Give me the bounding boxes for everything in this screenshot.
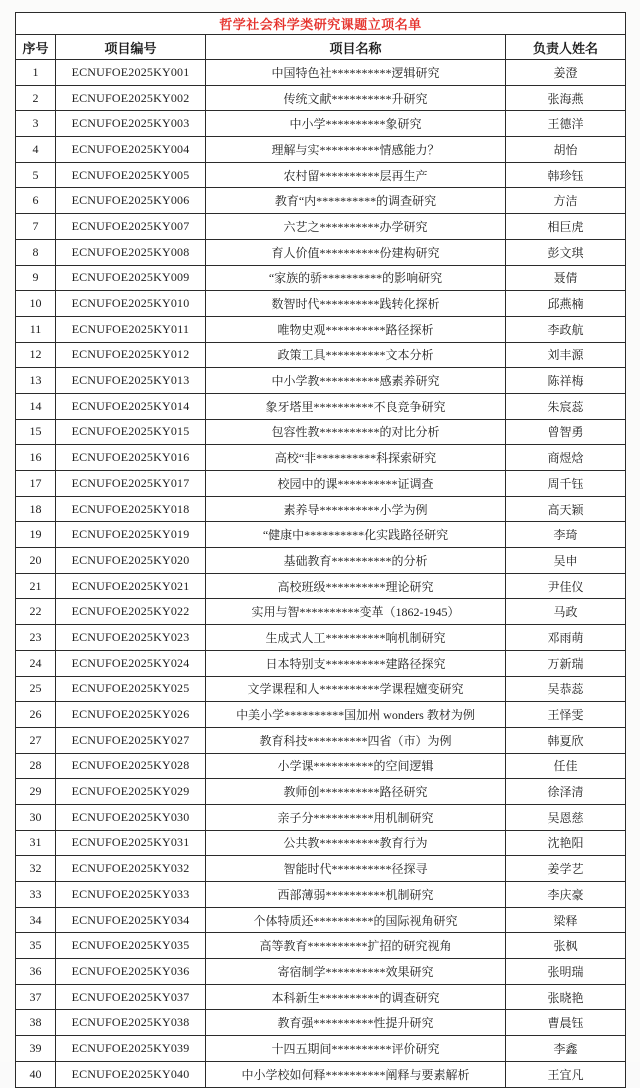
table-row bbox=[16, 239, 626, 265]
row-index-cell: 5 bbox=[16, 162, 56, 188]
project-title-cell: 素养导**********小学为例 bbox=[206, 496, 506, 522]
project-title-cell: 唯物史观**********路径探析 bbox=[206, 316, 506, 342]
project-id-cell: ECNUFOE2025KY004 bbox=[56, 137, 206, 163]
row-index-cell: 2 bbox=[16, 85, 56, 111]
leader-name-cell: 王德洋 bbox=[506, 111, 626, 137]
leader-name-cell: 曹晨钰 bbox=[506, 1010, 626, 1036]
project-id-cell: ECNUFOE2025KY006 bbox=[56, 188, 206, 214]
column-header-leader-name: 负责人姓名 bbox=[506, 35, 626, 60]
table-row bbox=[16, 1010, 626, 1036]
table-row bbox=[16, 625, 626, 651]
table-row bbox=[16, 548, 626, 574]
row-index-cell: 7 bbox=[16, 214, 56, 240]
leader-name-cell: 李琦 bbox=[506, 522, 626, 548]
project-id-cell: ECNUFOE2025KY040 bbox=[56, 1061, 206, 1087]
project-id-cell: ECNUFOE2025KY022 bbox=[56, 599, 206, 625]
project-id-cell: ECNUFOE2025KY035 bbox=[56, 933, 206, 959]
project-title-cell: 中小学校如何释**********阐释与要素解析 bbox=[206, 1061, 506, 1087]
leader-name-cell: 朱宸蕊 bbox=[506, 393, 626, 419]
leader-name-cell: 张枫 bbox=[506, 933, 626, 959]
project-title-cell: 教育强**********性提升研究 bbox=[206, 1010, 506, 1036]
row-index-cell: 22 bbox=[16, 599, 56, 625]
project-id-cell: ECNUFOE2025KY039 bbox=[56, 1036, 206, 1062]
leader-name-cell: 胡怡 bbox=[506, 137, 626, 163]
project-title-cell: 亲子分**********用机制研究 bbox=[206, 804, 506, 830]
project-title-cell: 寄宿制学**********效果研究 bbox=[206, 959, 506, 985]
row-index-cell: 3 bbox=[16, 111, 56, 137]
leader-name-cell: 刘丰源 bbox=[506, 342, 626, 368]
project-title-cell: 政策工具**********文本分析 bbox=[206, 342, 506, 368]
table-row bbox=[16, 291, 626, 317]
row-index-cell: 23 bbox=[16, 625, 56, 651]
project-title-cell: 教育科技**********四省（市）为例 bbox=[206, 727, 506, 753]
project-id-cell: ECNUFOE2025KY012 bbox=[56, 342, 206, 368]
row-index-cell: 4 bbox=[16, 137, 56, 163]
table-row bbox=[16, 188, 626, 214]
table-row bbox=[16, 162, 626, 188]
column-header-project-id: 项目编号 bbox=[56, 35, 206, 60]
table-row bbox=[16, 214, 626, 240]
project-id-cell: ECNUFOE2025KY011 bbox=[56, 316, 206, 342]
row-index-cell: 6 bbox=[16, 188, 56, 214]
project-title-cell: 公共教**********教育行为 bbox=[206, 830, 506, 856]
project-title-cell: “家族的骄**********的影响研究 bbox=[206, 265, 506, 291]
row-index-cell: 13 bbox=[16, 368, 56, 394]
table-row bbox=[16, 342, 626, 368]
project-id-cell: ECNUFOE2025KY014 bbox=[56, 393, 206, 419]
project-title-cell: 传统文献**********升研究 bbox=[206, 85, 506, 111]
project-title-cell: 校园中的课**********证调查 bbox=[206, 471, 506, 497]
row-index-cell: 28 bbox=[16, 753, 56, 779]
project-id-cell: ECNUFOE2025KY033 bbox=[56, 882, 206, 908]
project-id-cell: ECNUFOE2025KY003 bbox=[56, 111, 206, 137]
leader-name-cell: 张明瑞 bbox=[506, 959, 626, 985]
project-title-cell: 生成式人工**********响机制研究 bbox=[206, 625, 506, 651]
project-title-cell: 西部薄弱**********机制研究 bbox=[206, 882, 506, 908]
table-row bbox=[16, 522, 626, 548]
project-title-cell: 中美小学**********国加州 wonders 教材为例 bbox=[206, 702, 506, 728]
leader-name-cell: 李庆豪 bbox=[506, 882, 626, 908]
project-id-cell: ECNUFOE2025KY029 bbox=[56, 779, 206, 805]
project-title-cell: 文学课程和人**********学课程嬗变研究 bbox=[206, 676, 506, 702]
leader-name-cell: 韩珍钰 bbox=[506, 162, 626, 188]
project-title-cell: 中国特色社**********逻辑研究 bbox=[206, 60, 506, 86]
leader-name-cell: 姜学艺 bbox=[506, 856, 626, 882]
row-index-cell: 33 bbox=[16, 882, 56, 908]
row-index-cell: 30 bbox=[16, 804, 56, 830]
project-id-cell: ECNUFOE2025KY008 bbox=[56, 239, 206, 265]
project-id-cell: ECNUFOE2025KY018 bbox=[56, 496, 206, 522]
row-index-cell: 20 bbox=[16, 548, 56, 574]
project-id-cell: ECNUFOE2025KY034 bbox=[56, 907, 206, 933]
leader-name-cell: 聂倩 bbox=[506, 265, 626, 291]
project-roster-table bbox=[15, 12, 626, 1088]
leader-name-cell: 相巨虎 bbox=[506, 214, 626, 240]
leader-name-cell: 徐泽清 bbox=[506, 779, 626, 805]
project-id-cell: ECNUFOE2025KY015 bbox=[56, 419, 206, 445]
row-index-cell: 35 bbox=[16, 933, 56, 959]
leader-name-cell: 王怿雯 bbox=[506, 702, 626, 728]
table-title: 哲学社会科学类研究课题立项名单 bbox=[16, 13, 626, 35]
column-header-index: 序号 bbox=[16, 35, 56, 60]
project-id-cell: ECNUFOE2025KY005 bbox=[56, 162, 206, 188]
leader-name-cell: 马政 bbox=[506, 599, 626, 625]
table-row bbox=[16, 60, 626, 86]
project-title-cell: 智能时代**********径探寻 bbox=[206, 856, 506, 882]
project-title-cell: 包容性教**********的对比分析 bbox=[206, 419, 506, 445]
project-title-cell: 象牙塔里**********不良竞争研究 bbox=[206, 393, 506, 419]
row-index-cell: 34 bbox=[16, 907, 56, 933]
project-id-cell: ECNUFOE2025KY009 bbox=[56, 265, 206, 291]
project-id-cell: ECNUFOE2025KY019 bbox=[56, 522, 206, 548]
table-row bbox=[16, 419, 626, 445]
leader-name-cell: 韩夏欣 bbox=[506, 727, 626, 753]
project-id-cell: ECNUFOE2025KY023 bbox=[56, 625, 206, 651]
row-index-cell: 40 bbox=[16, 1061, 56, 1087]
row-index-cell: 25 bbox=[16, 676, 56, 702]
project-id-cell: ECNUFOE2025KY026 bbox=[56, 702, 206, 728]
leader-name-cell: 李鑫 bbox=[506, 1036, 626, 1062]
row-index-cell: 12 bbox=[16, 342, 56, 368]
project-title-cell: 育人价值**********份建构研究 bbox=[206, 239, 506, 265]
leader-name-cell: 姜澄 bbox=[506, 60, 626, 86]
table-title-row bbox=[16, 13, 626, 35]
row-index-cell: 29 bbox=[16, 779, 56, 805]
leader-name-cell: 吴恭蕊 bbox=[506, 676, 626, 702]
leader-name-cell: 方洁 bbox=[506, 188, 626, 214]
project-id-cell: ECNUFOE2025KY020 bbox=[56, 548, 206, 574]
row-index-cell: 1 bbox=[16, 60, 56, 86]
table-row bbox=[16, 779, 626, 805]
row-index-cell: 21 bbox=[16, 573, 56, 599]
leader-name-cell: 邓雨萌 bbox=[506, 625, 626, 651]
leader-name-cell: 彭文琪 bbox=[506, 239, 626, 265]
project-id-cell: ECNUFOE2025KY016 bbox=[56, 445, 206, 471]
project-title-cell: 中小学**********象研究 bbox=[206, 111, 506, 137]
project-id-cell: ECNUFOE2025KY001 bbox=[56, 60, 206, 86]
row-index-cell: 16 bbox=[16, 445, 56, 471]
table-row bbox=[16, 1061, 626, 1087]
table-row bbox=[16, 393, 626, 419]
project-id-cell: ECNUFOE2025KY013 bbox=[56, 368, 206, 394]
leader-name-cell: 万新瑞 bbox=[506, 650, 626, 676]
table-row bbox=[16, 702, 626, 728]
table-row bbox=[16, 676, 626, 702]
table-header-row bbox=[16, 35, 626, 60]
project-id-cell: ECNUFOE2025KY038 bbox=[56, 1010, 206, 1036]
table-row bbox=[16, 650, 626, 676]
project-id-cell: ECNUFOE2025KY002 bbox=[56, 85, 206, 111]
table-row bbox=[16, 573, 626, 599]
project-id-cell: ECNUFOE2025KY027 bbox=[56, 727, 206, 753]
leader-name-cell: 吴恩慈 bbox=[506, 804, 626, 830]
project-title-cell: 日本特别支**********建路径探究 bbox=[206, 650, 506, 676]
project-title-cell: 教师创**********路径研究 bbox=[206, 779, 506, 805]
row-index-cell: 15 bbox=[16, 419, 56, 445]
leader-name-cell: 王宜凡 bbox=[506, 1061, 626, 1087]
project-title-cell: 基础教育**********的分析 bbox=[206, 548, 506, 574]
project-title-cell: 实用与智**********变革（1862-1945） bbox=[206, 599, 506, 625]
project-id-cell: ECNUFOE2025KY010 bbox=[56, 291, 206, 317]
leader-name-cell: 沈艳阳 bbox=[506, 830, 626, 856]
row-index-cell: 19 bbox=[16, 522, 56, 548]
table-row bbox=[16, 727, 626, 753]
table-row bbox=[16, 111, 626, 137]
leader-name-cell: 梁释 bbox=[506, 907, 626, 933]
project-id-cell: ECNUFOE2025KY024 bbox=[56, 650, 206, 676]
row-index-cell: 9 bbox=[16, 265, 56, 291]
project-title-cell: 农村留**********层再生产 bbox=[206, 162, 506, 188]
row-index-cell: 38 bbox=[16, 1010, 56, 1036]
row-index-cell: 36 bbox=[16, 959, 56, 985]
row-index-cell: 24 bbox=[16, 650, 56, 676]
row-index-cell: 31 bbox=[16, 830, 56, 856]
table-row bbox=[16, 804, 626, 830]
row-index-cell: 11 bbox=[16, 316, 56, 342]
row-index-cell: 32 bbox=[16, 856, 56, 882]
project-title-cell: 教育“内**********的调查研究 bbox=[206, 188, 506, 214]
row-index-cell: 39 bbox=[16, 1036, 56, 1062]
row-index-cell: 26 bbox=[16, 702, 56, 728]
table-row bbox=[16, 856, 626, 882]
project-id-cell: ECNUFOE2025KY036 bbox=[56, 959, 206, 985]
project-title-cell: 高等教育**********扩招的研究视角 bbox=[206, 933, 506, 959]
table-row bbox=[16, 85, 626, 111]
project-title-cell: 六艺之**********办学研究 bbox=[206, 214, 506, 240]
leader-name-cell: 曾智勇 bbox=[506, 419, 626, 445]
table-row bbox=[16, 933, 626, 959]
project-id-cell: ECNUFOE2025KY028 bbox=[56, 753, 206, 779]
project-id-cell: ECNUFOE2025KY017 bbox=[56, 471, 206, 497]
table-row bbox=[16, 265, 626, 291]
leader-name-cell: 陈祥梅 bbox=[506, 368, 626, 394]
project-id-cell: ECNUFOE2025KY032 bbox=[56, 856, 206, 882]
project-title-cell: 个体特质还**********的国际视角研究 bbox=[206, 907, 506, 933]
column-header-project-title: 项目名称 bbox=[206, 35, 506, 60]
table-row bbox=[16, 1036, 626, 1062]
table-row bbox=[16, 137, 626, 163]
table-row bbox=[16, 882, 626, 908]
table-row bbox=[16, 599, 626, 625]
project-id-cell: ECNUFOE2025KY007 bbox=[56, 214, 206, 240]
table-row bbox=[16, 830, 626, 856]
table-row bbox=[16, 445, 626, 471]
leader-name-cell: 任佳 bbox=[506, 753, 626, 779]
project-id-cell: ECNUFOE2025KY025 bbox=[56, 676, 206, 702]
project-title-cell: 理解与实**********情感能力？ bbox=[206, 137, 506, 163]
table-body bbox=[16, 60, 626, 1088]
project-title-cell: 高校班级**********理论研究 bbox=[206, 573, 506, 599]
leader-name-cell: 周千钰 bbox=[506, 471, 626, 497]
leader-name-cell: 李政航 bbox=[506, 316, 626, 342]
table-row bbox=[16, 368, 626, 394]
table-row bbox=[16, 753, 626, 779]
row-index-cell: 10 bbox=[16, 291, 56, 317]
table-row bbox=[16, 907, 626, 933]
row-index-cell: 8 bbox=[16, 239, 56, 265]
table-row bbox=[16, 984, 626, 1010]
project-id-cell: ECNUFOE2025KY031 bbox=[56, 830, 206, 856]
leader-name-cell: 吴申 bbox=[506, 548, 626, 574]
row-index-cell: 37 bbox=[16, 984, 56, 1010]
project-title-cell: 高校“非**********科探索研究 bbox=[206, 445, 506, 471]
leader-name-cell: 邱燕楠 bbox=[506, 291, 626, 317]
table-row bbox=[16, 496, 626, 522]
leader-name-cell: 商煜焓 bbox=[506, 445, 626, 471]
project-title-cell: “健康中**********化实践路径研究 bbox=[206, 522, 506, 548]
project-title-cell: 小学课**********的空间逻辑 bbox=[206, 753, 506, 779]
project-id-cell: ECNUFOE2025KY021 bbox=[56, 573, 206, 599]
project-title-cell: 数智时代**********践转化探析 bbox=[206, 291, 506, 317]
project-title-cell: 十四五期间**********评价研究 bbox=[206, 1036, 506, 1062]
table-row bbox=[16, 316, 626, 342]
project-title-cell: 中小学教**********感素养研究 bbox=[206, 368, 506, 394]
row-index-cell: 27 bbox=[16, 727, 56, 753]
leader-name-cell: 张海燕 bbox=[506, 85, 626, 111]
project-id-cell: ECNUFOE2025KY037 bbox=[56, 984, 206, 1010]
row-index-cell: 17 bbox=[16, 471, 56, 497]
table-row bbox=[16, 471, 626, 497]
row-index-cell: 18 bbox=[16, 496, 56, 522]
leader-name-cell: 张晓艳 bbox=[506, 984, 626, 1010]
leader-name-cell: 尹佳仪 bbox=[506, 573, 626, 599]
row-index-cell: 14 bbox=[16, 393, 56, 419]
table-row bbox=[16, 959, 626, 985]
leader-name-cell: 高天颖 bbox=[506, 496, 626, 522]
project-id-cell: ECNUFOE2025KY030 bbox=[56, 804, 206, 830]
project-title-cell: 本科新生**********的调查研究 bbox=[206, 984, 506, 1010]
